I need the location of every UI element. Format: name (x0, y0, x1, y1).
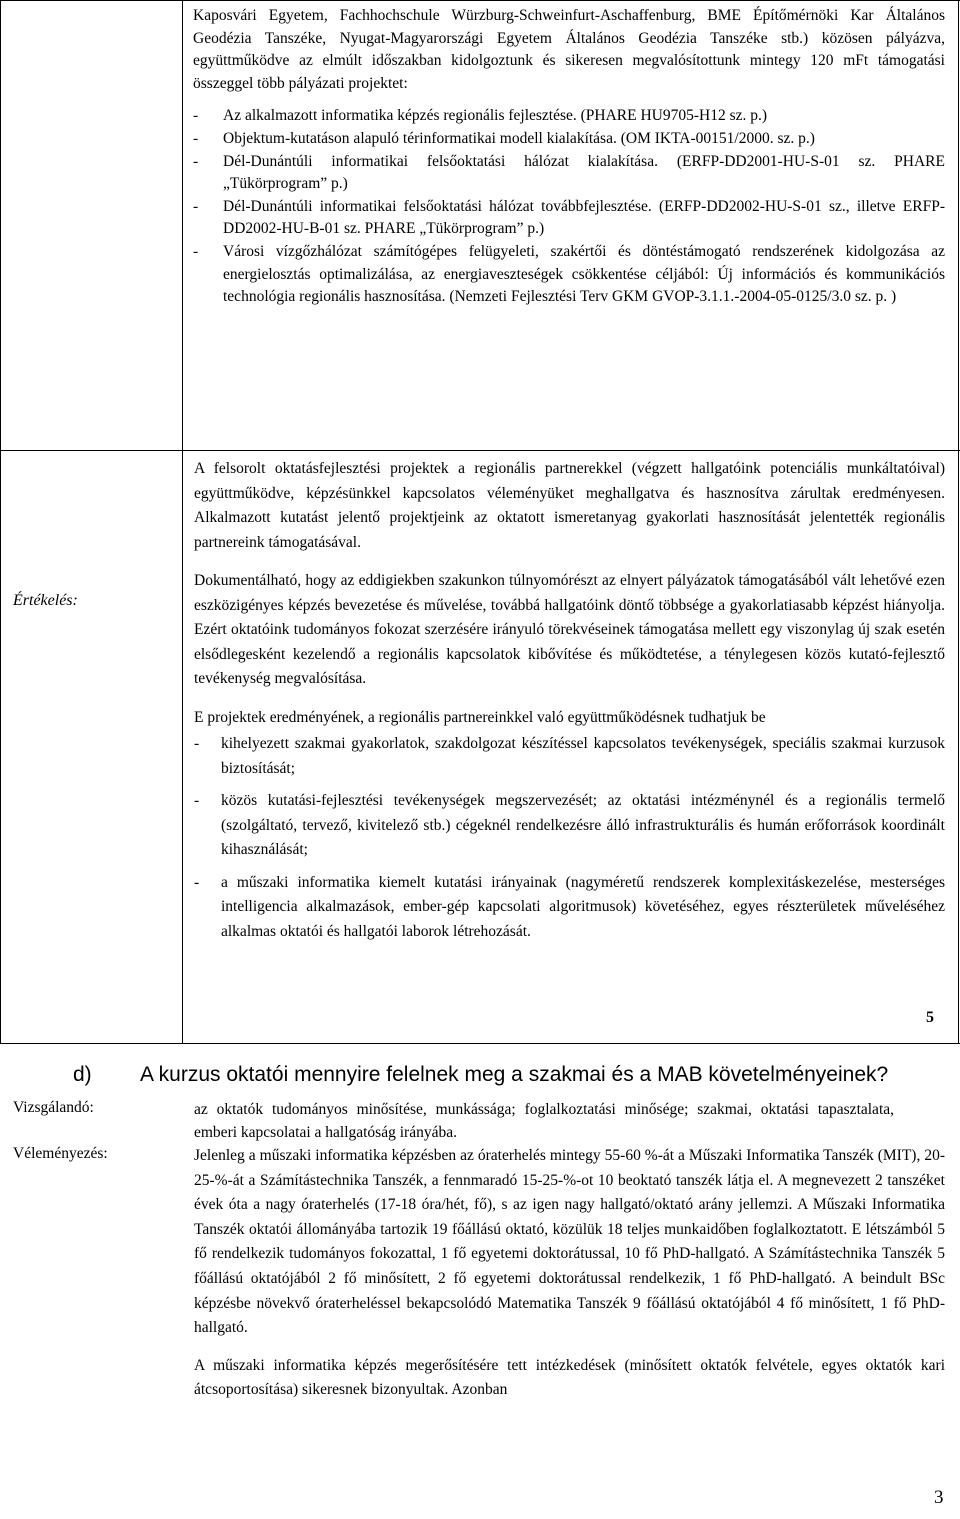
list-dash: - (193, 107, 199, 125)
list-dash: - (193, 152, 199, 170)
list-dash: - (194, 873, 200, 891)
project-text: Az alkalmazott informatika képzés regionális fejlesztése. (PHARE HU9705-H12 sz. p.) (223, 107, 768, 125)
project-text: Dél-Dunántúli informatikai felsőoktatási hálózat továbbfejlesztése. (ERFP-DD2002-HU-S-01 sz., illetve ERFP-DD2002-HU-B-01 sz. PHARE „Tükörprogram” p.) (223, 197, 945, 238)
section-letter: d) (73, 1063, 92, 1086)
evaluation-score: 5 (926, 1009, 934, 1026)
bullet-text: kihelyezett szakmai gyakorlatok, szakdolgozat készítéssel kapcsolatos tevékenységek, speciális szakmai kurzusok biztosítását; (221, 735, 945, 777)
table-border-top (0, 0, 960, 1)
project-text: Objektum-kutatáson alapuló térinformatikai modell kialakítása. (OM IKTA-00151/2000. sz. p.) (223, 129, 815, 147)
bullet-text: a műszaki informatika kiemelt kutatási irányainak (nagyméretű rendszerek komplexitáskezelése, mesterséges intelligencia alkalmazások, ember-gép kapcsolati algoritmusok) követéséhez, egyes részterületek műveléséhez alkalmas oktatói és hallgatói laborok létrehozását. (221, 873, 945, 940)
project-text: Dél-Dunántúli informatikai felsőoktatási hálózat kialakítása. (ERFP-DD2001-HU-S-01 sz. PHARE „Tükörprogram” p.) (223, 152, 945, 193)
evaluation-label: Értékelés: (13, 592, 78, 609)
evaluation-paragraph-2: Dokumentálható, hogy az eddigiekben szakunkon túlnyomórészt az elnyert pályázatok támogatásából vált lehetővé ezen eszközigényes képzés bevezetése és művelése, továbbá hallgatóink döntő többsége a gyakorlatiasabb képzést hiányolja. Ezért oktatóink tudományos fokozat szerzésére irányuló törekvéseinek támogatása mellett egy viszonylag új szak esetén elsődlegesként kezelendő a regionális kapcsolatok kibővítése és működtetése, a ténylegesen közös kutató-fejlesztő tevékenység megvalósítása. (194, 572, 945, 687)
intro-paragraph: Kaposvári Egyetem, Fachhochschule Würzburg-Schweinfurt-Aschaffenburg, BME Építőmérnöki Kar Általános Geodézia Tanszéke, Nyugat-Magyarországi Egyetem Általános Geodézia Tanszéke stb.) közösen pályázva, együttműködve az elmúlt időszakban kidolgoztunk és sikeresen megvalósítottunk mintegy 120 mFt támogatási összeggel több pályázati projektet: (193, 7, 945, 92)
table-border-middle (182, 0, 183, 1044)
opinion-label: Véleményezés: (13, 1145, 108, 1162)
table-border-bottom (0, 1043, 960, 1044)
section-title: A kurzus oktatói mennyire felelnek meg a szakmai és a MAB követelményeinek? (140, 1063, 889, 1086)
evaluation-paragraph-3: E projektek eredményének, a regionális partnereinkkel való együttműködésnek tudhatjuk be (194, 708, 766, 726)
table-row-divider (0, 450, 960, 451)
evaluation-bullet (194, 732, 945, 781)
evaluation-cell (194, 457, 945, 944)
opinion-paragraph-1: Jelenleg a műszaki informatika képzésben az óraterhelés mintegy 55-60 %-át a Műszaki Informatika Tanszék (MIT), 20-25-%-át a Számítástechnika Tanszék, a fennmaradó 15-25-%-ot 10 beoktató tanszék látja el. A megnevezett 2 tanszéket évek óta a nagy óraterhelés (17-18 óra/hét, fő), s az igen nagy hallgató/oktató arány jellemzi. A Műszaki Informatika Tanszék oktatói állományába tartozik 19 főállású oktató, közülük 18 teljes munkaidőben foglalkoztatott. E létszámból 5 fő rendelkezik tudományos fokozattal, 1 fő egyetemi doktorátussal, 10 fő PhD-hallgató. A Számítástechnika Tanszék 5 főállású oktatójából 2 fő minősített, 2 fő egyetemi doktorátussal rendelkezik, 1 fő PhD-hallgató. A beindult BSc képzésbe növekvő óraterheléssel bekapcsolódó Matematika Tanszék 9 főállású oktatójából 4 fő minősített, 1 fő PhD-hallgató. (194, 1147, 945, 1337)
project-list (193, 105, 945, 308)
list-dash: - (194, 792, 200, 809)
project-list-cell (193, 5, 945, 309)
evaluation-bullet (194, 871, 945, 945)
opinion-paragraph-2: A műszaki informatika képzés megerősítésére tett intézkedések (minősített oktatók felvétele, egyes oktatók kari átcsoportosítása) sikeresnek bizonyultak. Azonban (194, 1356, 945, 1399)
table-border-right (958, 0, 959, 1044)
page-number: 3 (934, 1487, 944, 1508)
project-item (193, 151, 945, 196)
evaluation-paragraph-1: A felsorolt oktatásfejlesztési projektek a regionális partnerekkel (végzett hallgatóink potenciális munkáltatóival) együttműködve, képzésünkkel kapcsolatos véleményüket meghallgatva és hasznosítva zárultak eredményesen. Alkalmazott kutatást jelentő projektjeink az oktatott ismeretanyag gyakorlati hasznosítását jelentették regionális partnereink támogatásával. (194, 460, 945, 551)
project-item (193, 128, 945, 151)
examine-label: Vizsgálandó: (13, 1099, 94, 1116)
list-dash: - (193, 197, 199, 215)
table-border-left (0, 0, 1, 1044)
project-item (193, 241, 945, 309)
list-dash: - (194, 735, 200, 752)
list-dash: - (193, 129, 199, 147)
project-item (193, 196, 945, 241)
examine-text: az oktatók tudományos minősítése, munkássága; foglalkoztatási minősége; szakmai, oktatási tapasztalata, emberi kapcsolatai a hallgatóság irányába. (194, 1101, 894, 1141)
bullet-text: közös kutatási-fejlesztési tevékenységek megszervezését; az oktatási intézménynél és a regionális termelő (szolgáltató, tervező, kivitelező stb.) cégeknél rendelkezésre álló infrastrukturális és humán erőforrások koordinált kihasználását; (221, 792, 945, 858)
list-dash: - (193, 242, 199, 260)
opinion-cell (194, 1144, 945, 1403)
evaluation-bullet (194, 789, 945, 863)
project-item (193, 105, 945, 128)
project-text: Városi vízgőzhálózat számítógépes felügyeleti, szakértői és döntéstámogató rendszerének kidolgozása az energielosztás optimalizálása, az energiaveszteségek csökkentése céljából: Új információs és kommunikációs technológia regionális hasznosítása. (Nemzeti Fejlesztési Terv GKM GVOP-3.1.1.-2004-05-0125/3.0 sz. p. ) (223, 242, 945, 306)
